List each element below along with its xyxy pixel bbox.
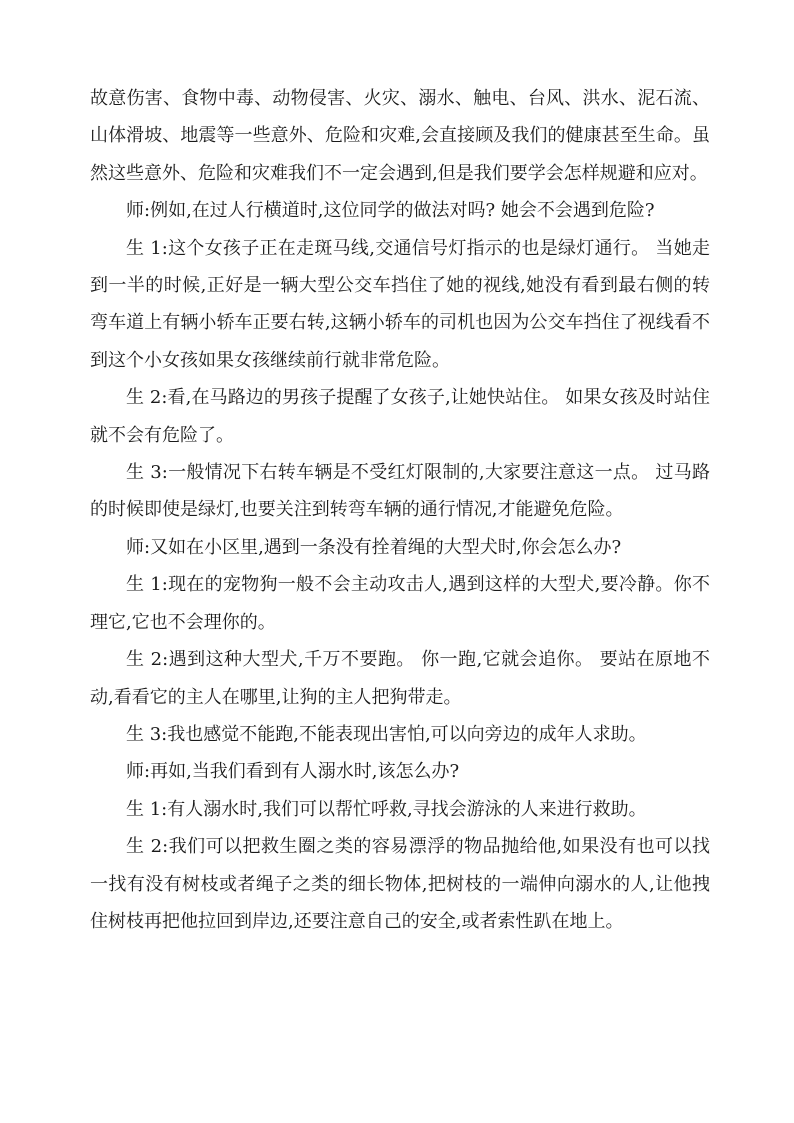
paragraph-teacher-drowning-question: 师:再如,当我们看到有人溺水时,该怎么办? (126, 761, 460, 783)
document-body (90, 80, 710, 940)
paragraph-teacher-crosswalk-question: 师:例如,在过人行横道时,这位同学的做法对吗? 她会不会遇到危险? (126, 200, 655, 222)
paragraph-student1-dog: 生 1:现在的宠物狗一般不会主动攻击人,遇到这样的大型犬,要冷静。你不理它,它也不会理你的。 (90, 574, 710, 633)
paragraph-student2-dog: 生 2:遇到这种大型犬,千万不要跑。 你一跑,它就会追你。 要站在原地不动,看看它的主人在哪里,让狗的主人把狗带走。 (90, 649, 710, 708)
paragraph-student2-crosswalk: 生 2:看,在马路边的男孩子提醒了女孩子,让她快站住。 如果女孩及时站住就不会有危险了。 (90, 387, 710, 446)
paragraph-student1-drowning: 生 1:有人溺水时,我们可以帮忙呼救,寻找会游泳的人来进行救助。 (126, 798, 647, 820)
paragraph-intro: 故意伤害、食物中毒、动物侵害、火灾、溺水、触电、台风、洪水、泥石流、山体滑坡、地震等一些意外、危险和灾难,会直接顾及我们的健康甚至生命。虽然这些意外、危险和灾难我们不一定会遇到,但是我们要学会怎样规避和应对。 (90, 88, 710, 184)
paragraph-teacher-dog-question: 师:又如在小区里,遇到一条没有拴着绳的大型犬时,你会怎么办? (126, 536, 622, 558)
paragraph-student2-drowning: 生 2:我们可以把救生圈之类的容易漂浮的物品抛给他,如果没有也可以找一找有没有树枝或者绳子之类的细长物体,把树枝的一端伸向溺水的人,让他拽住树枝再把他拉回到岸边,还要注意自己的安全,或者索性趴在地上。 (90, 836, 710, 932)
paragraph-student3-dog: 生 3:我也感觉不能跑,不能表现出害怕,可以向旁边的成年人求助。 (126, 723, 647, 745)
paragraph-student1-crosswalk: 生 1:这个女孩子正在走斑马线,交通信号灯指示的也是绿灯通行。 当她走到一半的时候,正好是一辆大型公交车挡住了她的视线,她没有看到最右侧的转弯车道上有辆小轿车正要右转,这辆小轿车的司机也因为公交车挡住了视线看不到这个小女孩如果女孩继续前行就非常危险。 (90, 237, 710, 371)
paragraph-student3-crosswalk: 生 3:一般情况下右转车辆是不受红灯限制的,大家要注意这一点。 过马路的时候即使是绿灯,也要关注到转弯车辆的通行情况,才能避免危险。 (90, 462, 710, 521)
